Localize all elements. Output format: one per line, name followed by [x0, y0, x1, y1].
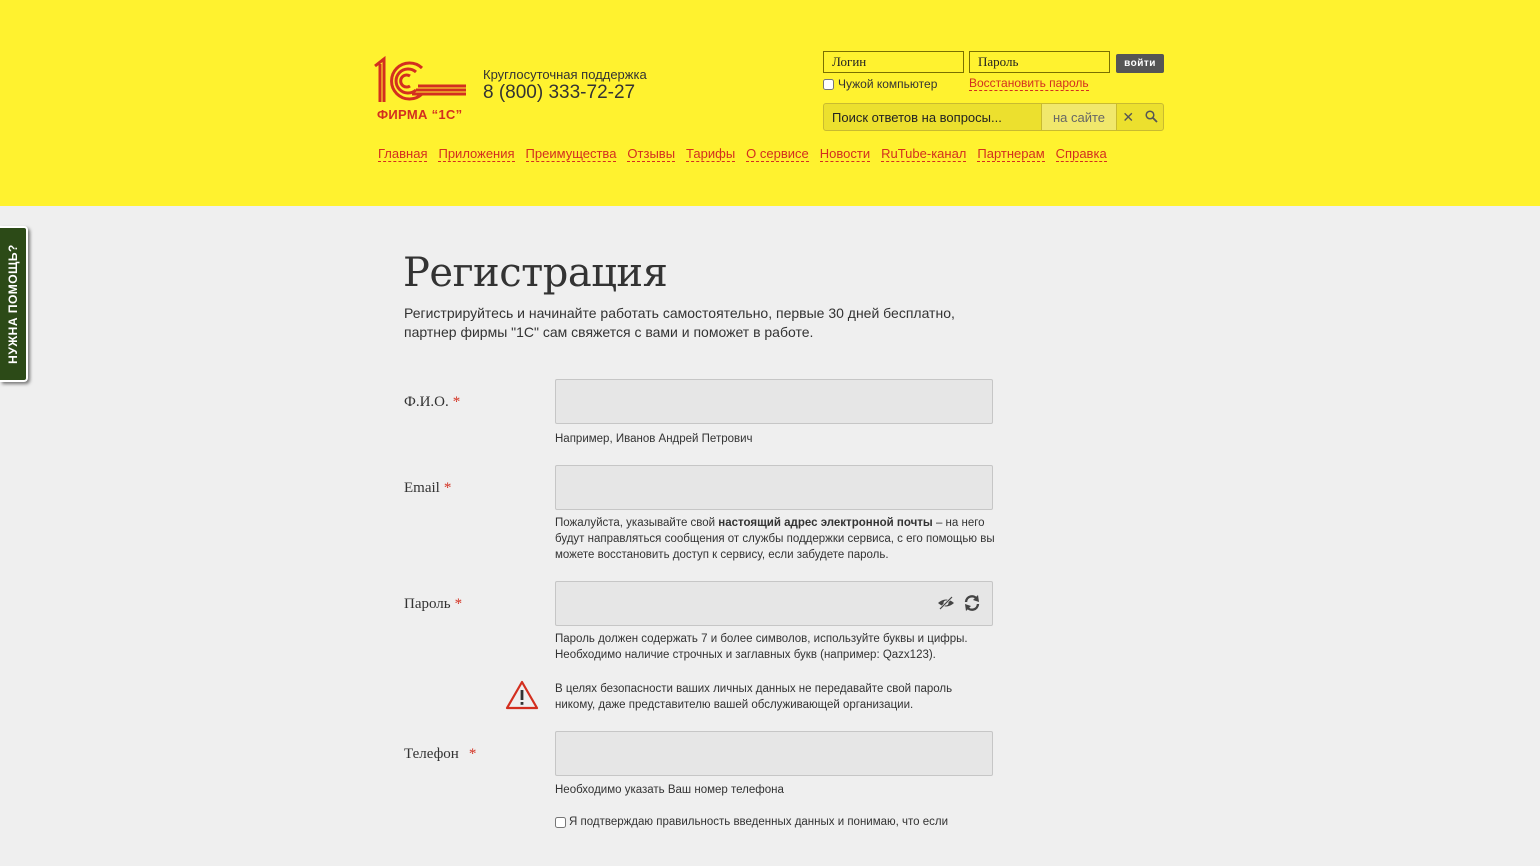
search-icon[interactable]	[1145, 110, 1158, 125]
nav-item-apps[interactable]: Приложения	[438, 146, 515, 161]
nav-item-rutube[interactable]: RuTube-канал	[881, 146, 967, 161]
generate-password-icon[interactable]	[963, 594, 981, 612]
nav-item-partners[interactable]: Партнерам	[977, 146, 1045, 161]
email-hint	[555, 515, 995, 563]
foreign-computer-checkbox-row[interactable]	[823, 77, 937, 91]
email-label-text: Email	[404, 480, 440, 496]
intro-line: партнер фирмы "1С" сам свяжется с вами и поможет в работе.	[404, 324, 814, 340]
page-title: Регистрация	[403, 250, 668, 296]
required-mark: *	[454, 596, 463, 612]
help-tab[interactable]	[0, 226, 28, 382]
required-mark: *	[452, 394, 461, 410]
fio-label	[404, 394, 460, 411]
nav-item-advantages[interactable]: Преимущества	[525, 146, 617, 161]
phone-hint: Необходимо указать Ваш номер телефона	[555, 784, 784, 796]
fio-input[interactable]	[555, 379, 993, 424]
intro-line: Регистрируйтесь и начинайте работать самостоятельно, первые 30 дней бесплатно,	[404, 305, 955, 321]
nav-item-main[interactable]: Главная	[378, 146, 428, 161]
search-box	[823, 103, 1164, 131]
search-input[interactable]	[824, 104, 1041, 130]
confirm-text: Я подтверждаю правильность введенных данных и понимаю, что если	[569, 816, 949, 828]
logo-caption: ФИРМА “1С”	[377, 107, 463, 122]
fio-label-text: Ф.И.О.	[404, 394, 449, 410]
password-hint-line: Необходимо наличие строчных и заглавных букв (например: Qazx123).	[555, 649, 936, 661]
main-nav	[378, 146, 1118, 162]
login-input[interactable]	[823, 51, 964, 73]
email-hint-bold: настоящий адрес электронной почты	[718, 517, 933, 529]
foreign-computer-label: Чужой компьютер	[838, 77, 938, 91]
email-label	[404, 480, 451, 497]
password-header-input[interactable]	[969, 51, 1110, 73]
site-header	[0, 0, 1540, 206]
nav-item-help[interactable]: Справка	[1055, 146, 1107, 161]
nav-item-news[interactable]: Новости	[819, 146, 871, 161]
email-input[interactable]	[555, 465, 993, 510]
logo-1c-icon	[372, 56, 470, 106]
confirm-checkbox-row[interactable]	[555, 816, 948, 828]
hide-password-icon[interactable]	[937, 594, 955, 612]
restore-password-link[interactable]: Восстановить пароль	[969, 76, 1089, 90]
foreign-computer-checkbox[interactable]	[823, 79, 834, 90]
support-label: Круглосуточная поддержка	[483, 67, 647, 82]
phone-label-text: Телефон	[404, 746, 459, 762]
password-label	[404, 596, 462, 613]
email-hint-pre: Пожалуйста, указывайте свой	[555, 517, 719, 529]
clear-icon[interactable]: ✕	[1122, 109, 1135, 125]
password-input[interactable]	[555, 581, 993, 626]
phone-label	[404, 746, 476, 763]
login-button[interactable]: войти	[1116, 54, 1164, 73]
password-hint-line: Пароль должен содержать 7 и более символов, используйте буквы и цифры.	[555, 633, 968, 645]
warning-icon	[505, 680, 539, 710]
phone-input[interactable]	[555, 731, 993, 776]
password-hint	[555, 631, 995, 663]
search-scope-select[interactable]: на сайте	[1041, 104, 1116, 130]
fio-hint: Например, Иванов Андрей Петрович	[555, 433, 753, 445]
nav-item-about[interactable]: О сервисе	[746, 146, 809, 161]
help-tab-label: НУЖНА ПОМОЩЬ?	[6, 244, 20, 364]
intro-text	[404, 304, 1004, 342]
confirm-checkbox[interactable]	[555, 817, 566, 828]
required-mark: *	[468, 746, 477, 762]
nav-item-tariffs[interactable]: Тарифы	[686, 146, 736, 161]
required-mark: *	[443, 480, 452, 496]
email-hint-post: – на него будут направляться сообщения от службы поддержки сервиса, с его помощью вы можете восстановить доступ к сервису, если забудете пароль.	[555, 517, 995, 561]
password-actions	[937, 594, 981, 612]
nav-item-reviews[interactable]: Отзывы	[627, 146, 676, 161]
security-warning: В целях безопасности ваших личных данных не передавайте свой пароль никому, даже представителю вашей обслуживающей организации.	[555, 683, 953, 711]
search-actions	[1116, 104, 1163, 130]
support-phone[interactable]: 8 (800) 333-72-27	[483, 82, 636, 103]
password-label-text: Пароль	[404, 596, 451, 612]
